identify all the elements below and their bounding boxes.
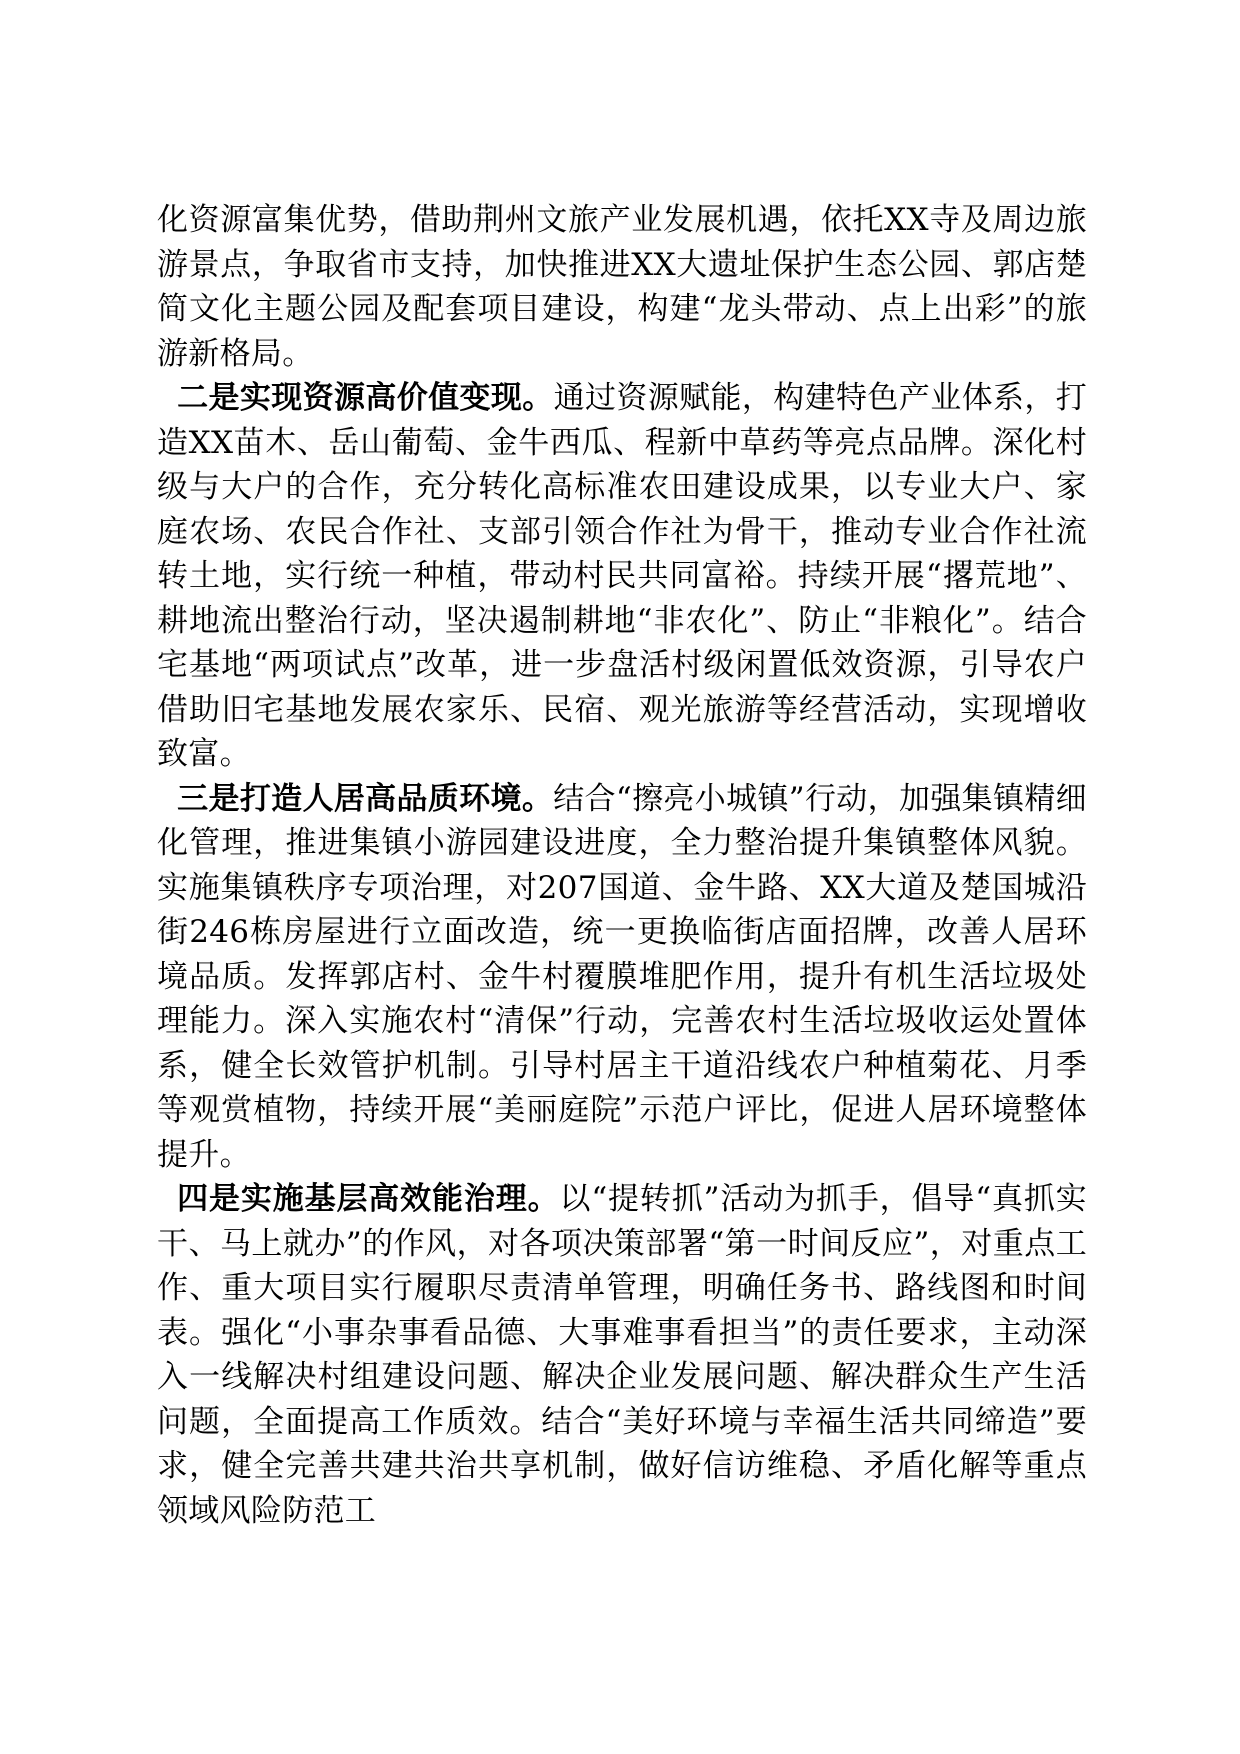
paragraph-living-environment	[157, 777, 1087, 1178]
paragraph-heading: 四是实施基层高效能治理。	[177, 1181, 560, 1217]
paragraph-heading: 二是实现资源高价值变现。	[177, 380, 554, 416]
document-body	[157, 198, 1087, 1533]
paragraph-continuation	[157, 198, 1087, 376]
paragraph-heading: 三是打造人居高品质环境。	[177, 780, 554, 817]
paragraph-governance	[157, 1177, 1087, 1533]
paragraph-resource-value	[157, 376, 1087, 777]
paragraph-body: 以“提转抓”活动为抓手，倡导“真抓实干、马上就办”的作风，对各项决策部署“第一时间反应”，对重点工作、重大项目实行履职尽责清单管理，明确任务书、路线图和时间表。强化“小事杂事看品德、大事难事看担当”的责任要求，主动深入一线解决村组建设问题、解决企业发展问题、解决群众生产生活问题，全面提高工作质效。结合“美好环境与幸福生活共同缔造”要求，健全完善共建共治共享机制，做好信访维稳、矛盾化解等重点领域风险防范工	[157, 1181, 1087, 1529]
paragraph-body: 通过资源赋能，构建特色产业体系，打造XX苗木、岳山葡萄、金牛西瓜、程新中草药等亮点品牌。深化村级与大户的合作，充分转化高标准农田建设成果，以专业大户、家庭农场、农民合作社、支部引领合作社为骨干，推动专业合作社流转土地，实行统一种植，带动村民共同富裕。持续开展“撂荒地”、耕地流出整治行动，坚决遏制耕地“非农化”、防止“非粮化”。结合宅基地“两项试点”改革，进一步盘活村级闲置低效资源，引导农户借助旧宅基地发展农家乐、民宿、观光旅游等经营活动，实现增收致富。	[157, 380, 1087, 772]
paragraph-body: 结合“擦亮小城镇”行动，加强集镇精细化管理，推进集镇小游园建设进度，全力整治提升集镇整体风貌。实施集镇秩序专项治理，对207国道、金牛路、XX大道及楚国城沿街246栋房屋进行立面改造，统一更换临街店面招牌，改善人居环境品质。发挥郭店村、金牛村覆膜堆肥作用，提升有机生活垃圾处理能力。深入实施农村“清保”行动，完善农村生活垃圾收运处置体系，健全长效管护机制。引导村居主干道沿线农户种植菊花、月季等观赏植物，持续开展“美丽庭院”示范户评比，促进人居环境整体提升。	[157, 780, 1087, 1173]
paragraph-body: 化资源富集优势，借助荆州文旅产业发展机遇，依托XX寺及周边旅游景点，争取省市支持，加快推进XX大遗址保护生态公园、郭店楚简文化主题公园及配套项目建设，构建“龙头带动、点上出彩”的旅游新格局。	[157, 202, 1087, 372]
